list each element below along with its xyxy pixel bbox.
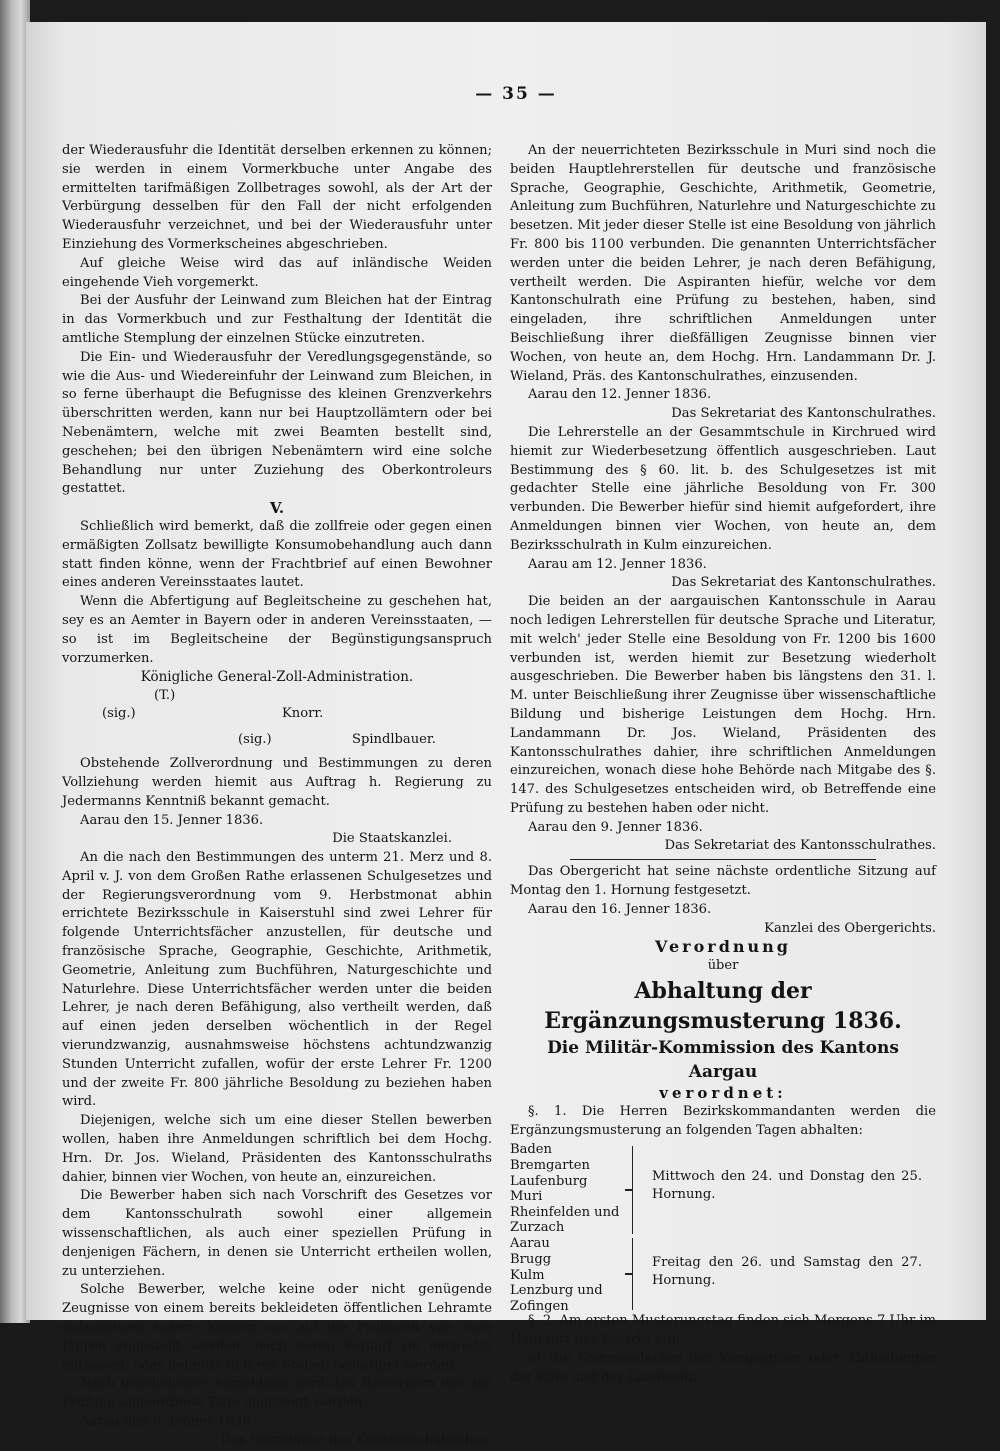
brace-group-2 xyxy=(632,1238,645,1310)
district-name: Laufenburg xyxy=(510,1173,588,1189)
page-number: — 35 — xyxy=(475,84,557,104)
paragraph: der Wiederausfuhr die Identität derselben erkennen zu können; sie werden in einem Vormerkbuche unter Angabe des ermittelten tarifmäßigen Zollbetrages sowohl, als der Art der Verbürgung desselben für den Fall der nicht erfolgenden Wiederausfuhr verzeichnet, und bei der Wiederausfuhr unter Einziehung des Vormerkscheines abgeschrieben. xyxy=(62,143,492,252)
paragraph: Die Lehrerstelle an der Gesammtschule in Kirchrued wird hiemit zur Wiederbesetzung öffentlich ausgeschrieben. Laut Bestimmung des § 60. lit. b. des Schulgesetzes ist mit gedachter Stelle eine jährliche Besoldung von Fr. 300 verbunden. Die Bewerber hiefür sind hiemit aufgefordert, ihre Anmeldungen binnen vier Wochen, von heute an, dem Bezirksschulrath in Kulm einzureichen. xyxy=(510,424,936,553)
section-numeral: V. xyxy=(269,499,285,518)
district-name: Rheinfelden und xyxy=(510,1204,620,1220)
list-item: a) Die Kommandanten der Kompagnien oder Abtheilungen der Elite und der Landwehr. xyxy=(510,1351,936,1385)
brace-group-1 xyxy=(632,1146,645,1234)
paragraph: §. 1. Die Herren Bezirkskommandanten werden die Ergänzungsmusterung an folgenden Tagen abhalten: xyxy=(510,1103,936,1138)
issuing-authority: Königliche General-Zoll-Administration. xyxy=(140,669,414,686)
office-signature: Das Sekretariat des Kantonsschulrathes. xyxy=(664,838,936,854)
newspaper-page xyxy=(26,22,986,1448)
paragraph: Die beiden an der aargauischen Kantonsschule in Aarau noch ledigen Lehrerstellen für deutsche Sprache und Literatur, mit welch' jeder Stelle eine Besoldung von Fr. 1200 bis 1600 verbunden ist, werden hiemit zur Besetzung wiederholt ausgeschrieben. Die Bewerber haben bis längstens den 31. l. M. unter Beischließung ihrer Zeugnisse über wissenschaftliche Bildung und bisherige Leistungen dem Hochg. Hrn. Landammann Dr. Jos. Wieland, Präsidenten des Kantonsschulrathes dahier, ihre schriftlichen Anmeldungen einzureichen, wonach diese hohe Behörde nach Mitgabe des §. 147. des Schulgesetzes entscheiden wird, ob Betreffende eine Prüfung zu bestehen haben oder nicht. xyxy=(510,594,936,816)
district-name: Baden xyxy=(510,1142,552,1158)
office-signature: Das Sekretariat des Kantonsschulrathes. xyxy=(220,1432,492,1448)
date-line: Aarau den 16. Jenner 1836. xyxy=(528,901,712,917)
date-line: Aarau den 9. Jenner 1836. xyxy=(80,1414,255,1429)
date-line: Aarau den 9. Jenner 1836. xyxy=(528,819,703,835)
signature-name: Knorr. xyxy=(282,706,324,722)
paragraph: Solche Bewerber, welche keine oder nicht genügende Zeugnisse von einem bereits bekleideten öffentlichen Lehramte aufzuweisen haben, können nur auf die Probezeit von zwei Jahren angestellt werden, nach deren Verlauf sie entweder entlassen, oder definitiv in ihren Stellen bestätiget werden. xyxy=(62,1282,492,1373)
paragraph: Schließlich wird bemerkt, daß die zollfreie oder gegen einen ermäßigten Zollsatz bewilligte Konsumobehandlung auch dann statt finden könne, wenn der Frachtbrief auf einen Bewohner eines anderen Vereinsstaates lautet. xyxy=(62,518,492,591)
signature-note: (sig.) xyxy=(102,706,136,722)
district-name: Muri xyxy=(510,1189,543,1205)
office-signature: Die Staatskanzlei. xyxy=(332,831,452,847)
ordinance-subheading: über xyxy=(707,958,739,974)
paragraph: Die Ein- und Wiederausfuhr der Veredlungsgegenstände, so wie die Aus- und Wiedereinfuhr der Leinwand zum Bleichen, in so ferne überhaupt die Befugnisse des kleinen Grenzverkehrs überschritten werden, kann nur bei Hauptzollämtern oder bei Nebenämtern, welche mit zwei Beamten bestellt sind, geschehen; bei den übrigen Nebenämtern wird eine solche Behandlung nur unter Zuziehung des Oberkontroleurs gestattet. xyxy=(62,349,492,497)
date-line: Aarau den 12. Jenner 1836. xyxy=(528,387,712,403)
issuing-commission: Die Militär-Kommission des Kantons Aargau xyxy=(547,1038,899,1083)
date-group-1: Mittwoch den 24. und Donstag den 25. Hornung. xyxy=(652,1169,922,1203)
district-name: Aarau xyxy=(510,1236,550,1252)
district-name: Bremgarten xyxy=(510,1158,590,1174)
paragraph: An die nach den Bestimmungen des unterm 21. Merz und 8. April v. J. von dem Großen Rathe erlassenen Schulgesetzes und der Regierungsverordnung vom 9. Herbstmonat abhin errichtete Bezirksschule in Kaiserstuhl sind zwei Lehrer für folgende Unterrichtsfächer anzustellen, für deutsche und französische Sprache, Geographie, Geschichte, Arithmetik, Geometrie, Anleitung zum Buchführen, Naturgeschichte und Naturlehre. Diese Unterrichtsfächer werden unter die beiden Lehrer, je nach deren Befähigung, also vertheilt werden, daß auf einen jeden derselben wöchentlich in der Regel vierundzwanzig, ausnahmsweise höchstens achtundzwanzig Stunden Unterricht zufallen, wofür der erste Lehrer Fr. 1200 und der zweite Fr. 800 jährliche Besoldung zu beziehen haben wird. xyxy=(62,850,492,1110)
right-column xyxy=(510,142,936,1388)
signature-note: (sig.) xyxy=(238,732,272,748)
office-signature: Kanzlei des Obergerichts. xyxy=(764,920,936,936)
left-column xyxy=(62,142,492,1451)
district-name: Zurzach xyxy=(510,1220,565,1236)
district-list-group-2 xyxy=(510,1236,640,1314)
signature-name: Spindlbauer. xyxy=(352,732,436,748)
paragraph: Nach geschehener Anmeldung wird den Bewerbern der zur Prüfung angeordnete Tage angezeigt werden. xyxy=(62,1376,492,1411)
ordinance-heading: Verordnung xyxy=(655,937,791,957)
office-signature: Das Sekretariat des Kantonschulrathes. xyxy=(671,406,936,422)
date-line: Aarau am 12. Jenner 1836. xyxy=(528,556,707,572)
muster-schedule xyxy=(510,1142,936,1312)
paragraph: §. 2. Am ersten Musterungstag finden sich Morgens 7 Uhr im Hauptort des Bezirks ein: xyxy=(510,1313,937,1348)
signature-block xyxy=(62,731,492,755)
district-name: Kulm xyxy=(510,1267,545,1283)
district-list-group-1 xyxy=(510,1142,640,1236)
paragraph: Obstehende Zollverordnung und Bestimmungen zu deren Vollziehung werden hiemit aus Auftrag h. Regierung zu Jedermanns Kenntniß bekannt gemacht. xyxy=(62,756,492,809)
paragraph: Die Bewerber haben sich nach Vorschrift des Gesetzes vor dem Kantonsschulrath sowohl einer allgemein wissenschaftlichen, als auch einer speziellen Prüfung in denjenigen Fächern, in denen sie Unterricht ertheilen wollen, zu unterziehen. xyxy=(62,1188,492,1279)
paragraph: Das Obergericht hat seine nächste ordentliche Sitzung auf Montag den 1. Hornung festgesetzt. xyxy=(510,864,936,899)
district-name: Lenzburg und xyxy=(510,1283,603,1299)
ordinance-title: Abhaltung der Ergänzungsmusterung 1836. xyxy=(544,978,902,1035)
paragraph: An der neuerrichteten Bezirksschule in Muri sind noch die beiden Hauptlehrerstellen für deutsche und französische Sprache, Geographie, Geschichte, Arithmetik, Geometrie, Anleitung zum Buchführen, Naturlehre und Naturgeschichte zu besetzen. Mit jeder dieser Stelle ist eine Besoldung von jährlich Fr. 800 bis 1100 verbunden. Die genannten Unterrichtsfächer werden unter die beiden Lehrer, je nach deren Befähigung, vertheilt werden. Die Aspiranten hiefür, welche vor dem Kantonschulrath eine Prüfung zu bestehen, haben, sind eingeladen, ihre schriftlichen Anmeldungen unter Beischließung ihrer dießfälligen Zeugnisse binnen vier Wochen, von heute an, dem Hochg. Hrn. Landammann Dr. J. Wieland, Präs. des Kantonschulrathes, einzusenden. xyxy=(510,143,936,384)
district-name: Brugg xyxy=(510,1252,552,1268)
district-name: Zofingen xyxy=(510,1298,569,1314)
signature-block xyxy=(62,687,492,731)
paragraph: Diejenigen, welche sich um eine dieser Stellen bewerben wollen, haben ihre Anmeldungen schriftlich bei dem Hochg. Hrn. Dr. Jos. Wieland, Präsidenten des Kantonsschulraths dahier, binnen vier Wochen, von heute an, einzureichen. xyxy=(62,1113,492,1185)
seal-mark: (T.) xyxy=(154,688,176,704)
date-line: Aarau den 15. Jenner 1836. xyxy=(80,812,264,828)
paragraph: Bei der Ausfuhr der Leinwand zum Bleichen hat der Eintrag in das Vormerkbuch und zur Festhaltung der Identität die amtliche Stemplung der einzelnen Stücke einzutreten. xyxy=(62,293,492,346)
office-signature: Das Sekretariat des Kantonschulrathes. xyxy=(671,575,936,591)
date-group-2: Freitag den 26. und Samstag den 27. Hornung. xyxy=(652,1255,922,1289)
paragraph: Auf gleiche Weise wird das auf inländische Weiden eingehende Vieh vorgemerkt. xyxy=(62,255,492,290)
divider xyxy=(570,859,876,860)
ordains-heading: verordnet: xyxy=(659,1084,787,1103)
paragraph: Wenn die Abfertigung auf Begleitscheine zu geschehen hat, sey es an Aemter in Bayern oder in anderen Vereinsstaaten, — so ist im Begleitscheine der Begünstigungsanspruch vorzumerken. xyxy=(62,594,492,666)
